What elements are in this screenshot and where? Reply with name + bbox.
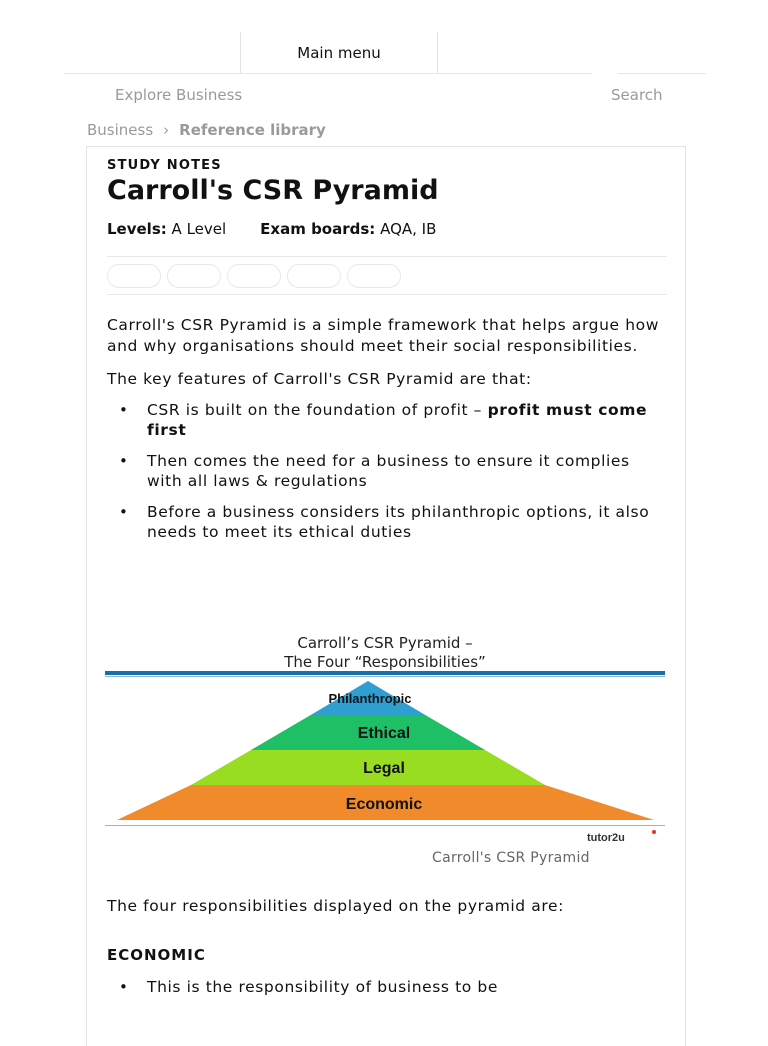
share-buttons: [107, 264, 667, 288]
bullet-icon: •: [119, 400, 129, 419]
breadcrumb-business-link[interactable]: Business: [87, 121, 154, 139]
features-lead: The key features of Carroll's CSR Pyramid are that:: [107, 370, 532, 388]
figure-title: [105, 634, 665, 672]
divider: [64, 73, 592, 74]
levels-meta: [107, 220, 226, 238]
economic-list: [107, 977, 667, 1008]
list-item: [107, 400, 667, 441]
exam-boards-label: Exam boards:: [260, 220, 376, 238]
list-item: [107, 977, 667, 998]
pyramid-label-legal: Legal: [363, 760, 405, 777]
levels-label: Levels:: [107, 220, 167, 238]
share-button[interactable]: [227, 264, 281, 288]
intro-paragraph: Carroll's CSR Pyramid is a simple framework that helps argue how and why organisations should meet their social responsibilities.: [107, 316, 659, 355]
share-button[interactable]: [347, 264, 401, 288]
bullet-icon: •: [119, 502, 129, 521]
pyramid-label-ethical: Ethical: [357, 725, 411, 742]
page-title: Carroll's CSR Pyramid: [107, 175, 439, 206]
list-item-text: Before a business considers its philanthropic options, it also needs to meet its ethical duties: [147, 502, 650, 541]
main-menu-button[interactable]: [240, 32, 438, 74]
list-item-text: Then comes the need for a business to ensure it complies with all laws & regulations: [147, 451, 630, 490]
tutor2u-logo: tutor2u: [587, 832, 625, 844]
figure-title-line: Carroll’s CSR Pyramid –: [297, 634, 473, 652]
responsibilities-lead: The four responsibilities displayed on the pyramid are:: [107, 897, 564, 915]
pyramid-diagram: [105, 668, 665, 878]
share-button[interactable]: [107, 264, 161, 288]
economic-heading: ECONOMIC: [107, 946, 206, 964]
divider: [107, 256, 667, 257]
share-button[interactable]: [167, 264, 221, 288]
header-rule: [105, 676, 665, 677]
figure-title-line: The Four “Responsibilities”: [284, 653, 486, 671]
share-button[interactable]: [287, 264, 341, 288]
pyramid-label-economic: Economic: [345, 796, 423, 813]
footer-rule: [105, 825, 665, 826]
list-item: [107, 502, 667, 543]
explore-business-link[interactable]: Explore Business: [115, 86, 243, 104]
exam-boards-meta: [260, 220, 436, 238]
top-bar: [0, 0, 768, 74]
list-item-text: This is the responsibility of business to be: [147, 978, 498, 996]
pyramid-label-philanthropic: Philanthropic: [328, 691, 412, 706]
exam-boards-value: AQA, IB: [380, 220, 437, 238]
breadcrumb-current[interactable]: Reference library: [179, 121, 326, 139]
logo-dot-icon: [652, 830, 656, 834]
divider: [618, 73, 706, 74]
breadcrumb: [87, 121, 326, 139]
main-menu-label: Main menu: [297, 44, 381, 62]
article-content: [107, 156, 667, 553]
list-item-bold: profit must come first: [147, 400, 648, 439]
pyramid-figure: [105, 634, 665, 844]
bullet-icon: •: [119, 978, 129, 996]
divider: [107, 294, 667, 295]
bullet-icon: •: [119, 451, 129, 470]
figure-caption: Carroll's CSR Pyramid: [432, 850, 590, 866]
article-meta: [107, 220, 667, 238]
levels-value: A Level: [171, 220, 227, 238]
article-kicker: STUDY NOTES: [107, 158, 222, 173]
list-item-text: CSR is built on the foundation of profit –: [147, 400, 488, 419]
header-rule: [105, 671, 665, 675]
list-item: [107, 451, 667, 492]
feature-list: [107, 400, 667, 543]
chevron-right-icon: ›: [163, 121, 170, 139]
search-link[interactable]: Search: [611, 86, 663, 104]
